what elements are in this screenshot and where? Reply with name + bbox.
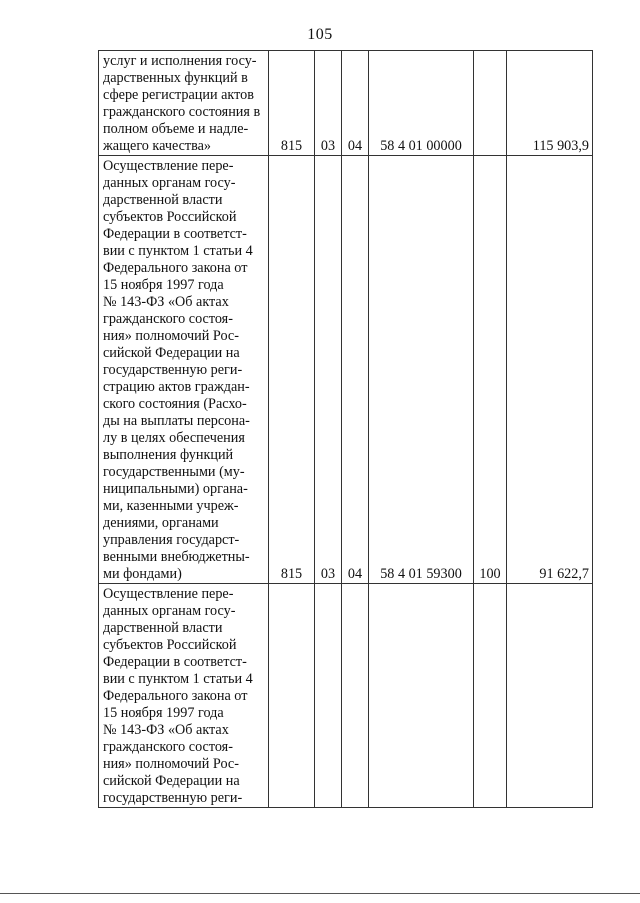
ministry-code-cell: 815 xyxy=(269,51,315,156)
description-line: вии с пунктом 1 статьи 4 xyxy=(103,671,253,687)
description-line: Осуществление пере- xyxy=(103,158,234,174)
table-row xyxy=(99,156,593,584)
description-line: данных органам госу- xyxy=(103,603,236,619)
description-line: ния» полномочий Рос- xyxy=(103,756,239,772)
section-code-cell: 03 xyxy=(315,156,342,584)
description-line: субъектов Российской xyxy=(103,637,237,653)
table-row xyxy=(99,584,593,808)
description-cell xyxy=(99,584,269,808)
description-line: сийской Федерации на xyxy=(103,773,240,789)
budget-table xyxy=(98,50,593,808)
description-line: Федерации в соответст- xyxy=(103,654,247,670)
page-number: 105 xyxy=(307,26,333,43)
description-line: государственными (му- xyxy=(103,464,245,480)
description-line: 15 ноября 1997 года xyxy=(103,705,224,721)
ministry-code-cell xyxy=(269,584,315,808)
amount-cell xyxy=(507,584,593,808)
description-line: дарственных функций в xyxy=(103,70,248,86)
table-body xyxy=(99,51,593,808)
description-line: дарственной власти xyxy=(103,192,223,208)
description-line: государственную реги- xyxy=(103,790,243,806)
amount-cell: 115 903,9 xyxy=(507,51,593,156)
description-line: Осуществление пере- xyxy=(103,586,234,602)
subsection-code-cell: 04 xyxy=(342,156,369,584)
description-line: гражданского состояния в xyxy=(103,104,261,120)
expense-type-cell: 100 xyxy=(474,156,507,584)
target-article-cell: 58 4 01 00000 xyxy=(369,51,474,156)
description-line: страцию актов граждан- xyxy=(103,379,250,395)
description-line: жащего качества» xyxy=(103,138,212,154)
ministry-code-cell: 815 xyxy=(269,156,315,584)
description-line: ми, казенными учреж- xyxy=(103,498,239,514)
description-cell xyxy=(99,156,269,584)
description-cell xyxy=(99,51,269,156)
description-line: гражданского состоя- xyxy=(103,739,233,755)
subsection-code-cell xyxy=(342,584,369,808)
target-article-cell: 58 4 01 59300 xyxy=(369,156,474,584)
description-line: гражданского состоя- xyxy=(103,311,233,327)
expense-type-cell xyxy=(474,584,507,808)
description-line: ского состояния (Расхо- xyxy=(103,396,247,412)
description-line: ниципальными) органа- xyxy=(103,481,248,497)
description-line: сфере регистрации актов xyxy=(103,87,254,103)
description-line: лу в целях обеспечения xyxy=(103,430,245,446)
description-line: Федерального закона от xyxy=(103,260,248,276)
subsection-code-cell: 04 xyxy=(342,51,369,156)
description-line: управления государст- xyxy=(103,532,240,548)
description-line: 15 ноября 1997 года xyxy=(103,277,224,293)
description-line: дениями, органами xyxy=(103,515,219,531)
section-code-cell: 03 xyxy=(315,51,342,156)
description-line: государственную реги- xyxy=(103,362,243,378)
description-line: ния» полномочий Рос- xyxy=(103,328,239,344)
description-line: полном объеме и надле- xyxy=(103,121,249,137)
description-line: Федерации в соответст- xyxy=(103,226,247,242)
description-line: вии с пунктом 1 статьи 4 xyxy=(103,243,253,259)
description-line: Федерального закона от xyxy=(103,688,248,704)
description-line: услуг и исполнения госу- xyxy=(103,53,257,69)
target-article-cell xyxy=(369,584,474,808)
description-line: субъектов Российской xyxy=(103,209,237,225)
description-line: ды на выплаты персона- xyxy=(103,413,250,429)
description-line: № 143-ФЗ «Об актах xyxy=(103,294,229,310)
description-line: выполнения функций xyxy=(103,447,234,463)
description-line: дарственной власти xyxy=(103,620,223,636)
description-line: венными внебюджетны- xyxy=(103,549,250,565)
description-line: сийской Федерации на xyxy=(103,345,240,361)
description-line: № 143-ФЗ «Об актах xyxy=(103,722,229,738)
description-line: данных органам госу- xyxy=(103,175,236,191)
expense-type-cell xyxy=(474,51,507,156)
page-bottom-rule xyxy=(0,893,640,894)
description-line: ми фондами) xyxy=(103,566,182,582)
section-code-cell xyxy=(315,584,342,808)
amount-cell: 91 622,7 xyxy=(507,156,593,584)
table-row xyxy=(99,51,593,156)
